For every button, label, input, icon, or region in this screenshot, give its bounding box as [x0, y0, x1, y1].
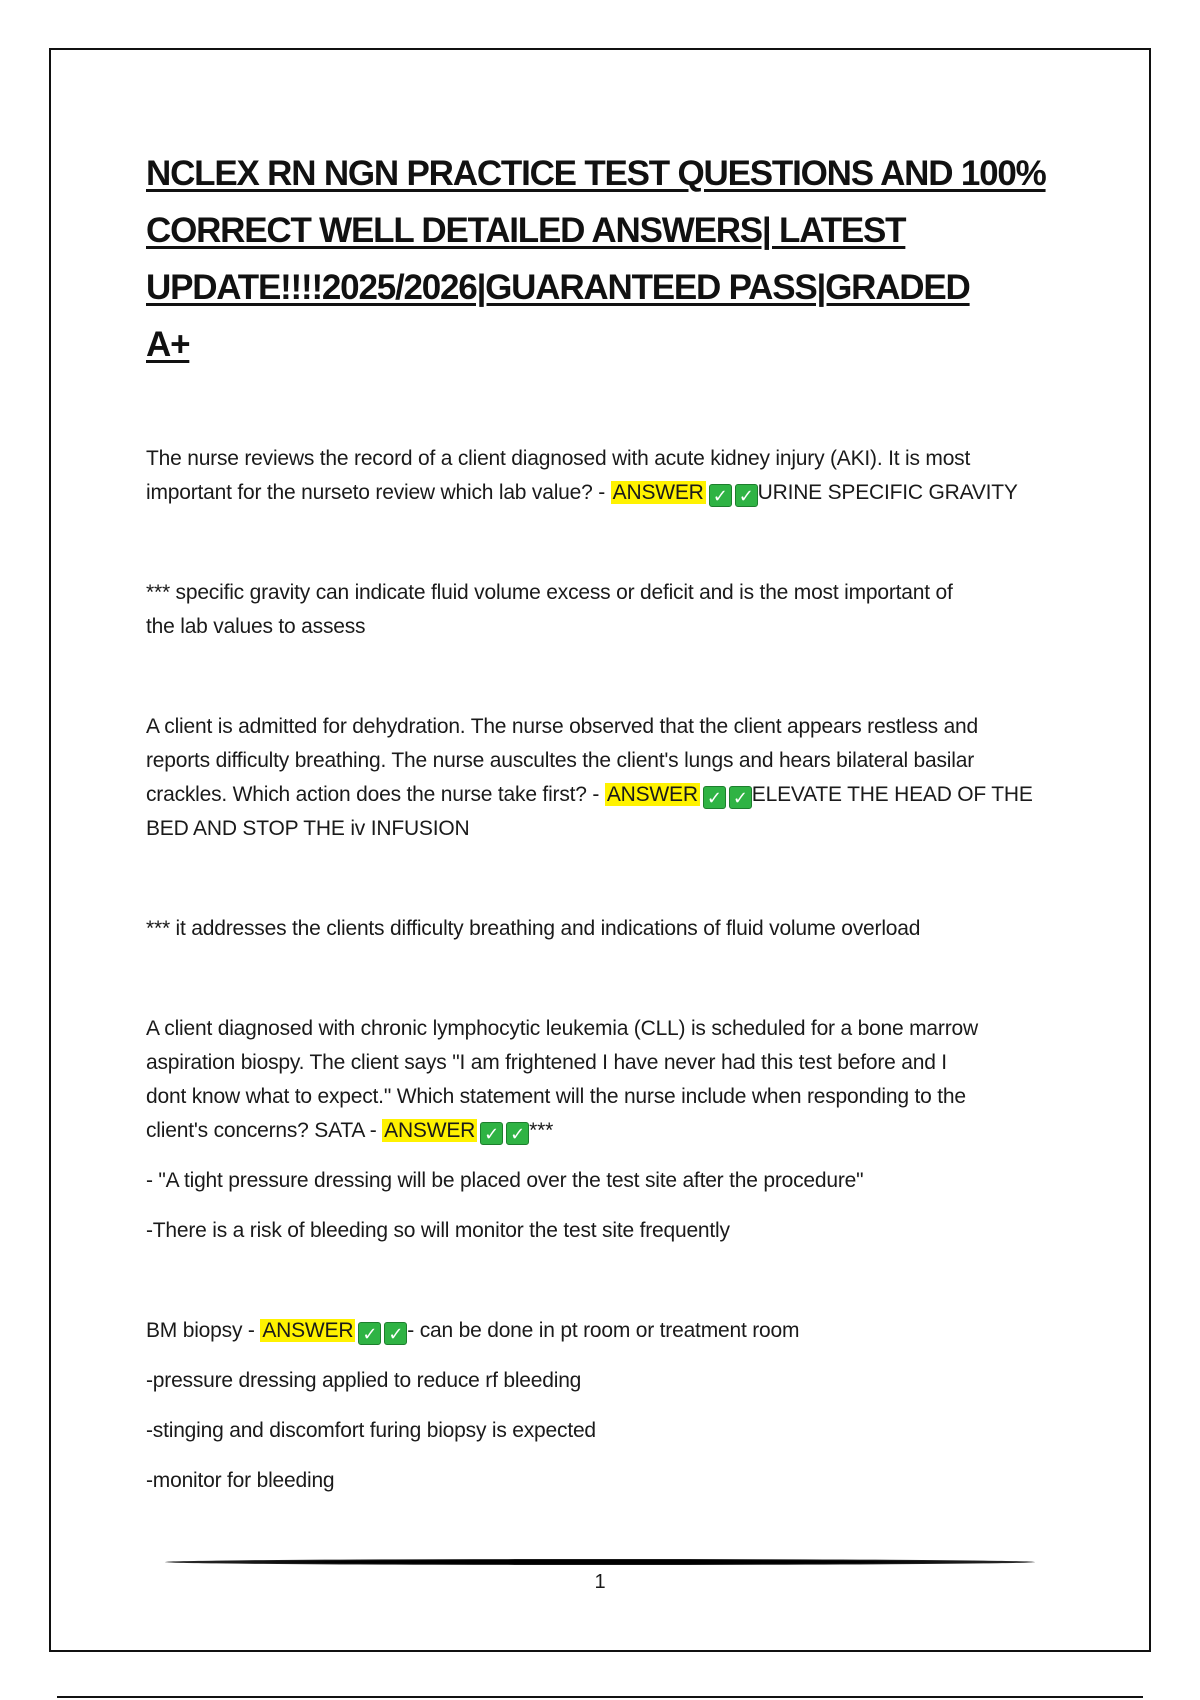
- answer-highlight: ANSWER: [262, 1319, 354, 1342]
- question-2-line-3: crackles. Which action does the nurse take first? - ANSWER ✓ ✓ ELEVATE THE HEAD OF THE: [146, 783, 1033, 808]
- question-3: [146, 1012, 1076, 1248]
- question-3-line-4: client's concerns? SATA - ANSWER ✓ ✓ ***: [146, 1119, 554, 1144]
- rationale-1-line-2: the lab values to assess: [146, 615, 366, 638]
- checkmark-icon: ✓: [703, 786, 726, 809]
- question-2-line-2: reports difficulty breathing. The nurse auscultes the client's lungs and hears bilateral basilar: [146, 749, 975, 772]
- checkmark-icon: ✓: [480, 1122, 503, 1145]
- checkmark-icon: ✓: [358, 1322, 381, 1345]
- next-page-edge: [57, 1696, 1143, 1698]
- document-title: [146, 145, 1076, 373]
- answer-4-text: - can be done in pt room or treatment room: [407, 1319, 800, 1342]
- question-4: [146, 1314, 1076, 1498]
- title-line-4: A+: [146, 325, 190, 364]
- answer-2-text: ELEVATE THE HEAD OF THE: [751, 783, 1033, 806]
- checkmark-icon: ✓: [735, 484, 758, 507]
- answer-2-line-2: BED AND STOP THE iv INFUSION: [146, 817, 470, 840]
- title-line-3: UPDATE!!!!2025/2026|GUARANTEED PASS|GRADED: [146, 268, 970, 307]
- answer-highlight: ANSWER: [612, 481, 704, 504]
- question-1-line-1: The nurse reviews the record of a client diagnosed with acute kidney injury (AKI). It is most: [146, 447, 971, 470]
- question-3-line-2: aspiration biospy. The client says "I am frightened I have never had this test before and I: [146, 1051, 947, 1074]
- page-number: 1: [594, 1571, 606, 1593]
- footer-divider: [165, 1559, 1035, 1565]
- rationale-2: [146, 912, 1076, 946]
- question-1-line-2: important for the nurseto review which lab value? - ANSWER ✓ ✓ URINE SPECIFIC GRAVITY: [146, 481, 1018, 506]
- checkmark-icon: ✓: [729, 786, 752, 809]
- answer-4-item-2: -stinging and discomfort furing biopsy is expected: [146, 1419, 596, 1442]
- title-line-1: NCLEX RN NGN PRACTICE TEST QUESTIONS AND 100%: [146, 154, 1046, 193]
- question-3-line-1: A client diagnosed with chronic lymphocytic leukemia (CLL) is scheduled for a bone marrow: [146, 1017, 978, 1040]
- rationale-1-line-1: *** specific gravity can indicate fluid volume excess or deficit and is the most important of: [146, 581, 953, 604]
- title-line-2: CORRECT WELL DETAILED ANSWERS| LATEST: [146, 211, 906, 250]
- answer-highlight: ANSWER: [384, 1119, 476, 1142]
- checkmark-icon: ✓: [709, 484, 732, 507]
- question-4-line-1: BM biopsy - ANSWER ✓ ✓ - can be done in pt room or treatment room: [146, 1319, 800, 1344]
- answer-3-text: ***: [529, 1119, 554, 1142]
- answer-3-item-2: -There is a risk of bleeding so will monitor the test site frequently: [146, 1219, 730, 1242]
- checkmark-icon: ✓: [506, 1122, 529, 1145]
- rationale-2-line-1: *** it addresses the clients difficulty breathing and indications of fluid volume overload: [146, 917, 921, 940]
- answer-3-item-1: - "A tight pressure dressing will be placed over the test site after the procedure": [146, 1169, 864, 1192]
- answer-4-item-1: -pressure dressing applied to reduce rf bleeding: [146, 1369, 582, 1392]
- rationale-1: [146, 576, 1076, 644]
- question-1: [146, 442, 1076, 510]
- question-3-line-3: dont know what to expect." Which statement will the nurse include when responding to the: [146, 1085, 966, 1108]
- answer-highlight: ANSWER: [606, 783, 698, 806]
- document-body: [146, 145, 1076, 1498]
- answer-4-item-3: -monitor for bleeding: [146, 1469, 335, 1492]
- question-2-line-1: A client is admitted for dehydration. The nurse observed that the client appears restless and: [146, 715, 979, 738]
- question-2: [146, 710, 1076, 846]
- answer-1-text: URINE SPECIFIC GRAVITY: [757, 481, 1018, 504]
- checkmark-icon: ✓: [384, 1322, 407, 1345]
